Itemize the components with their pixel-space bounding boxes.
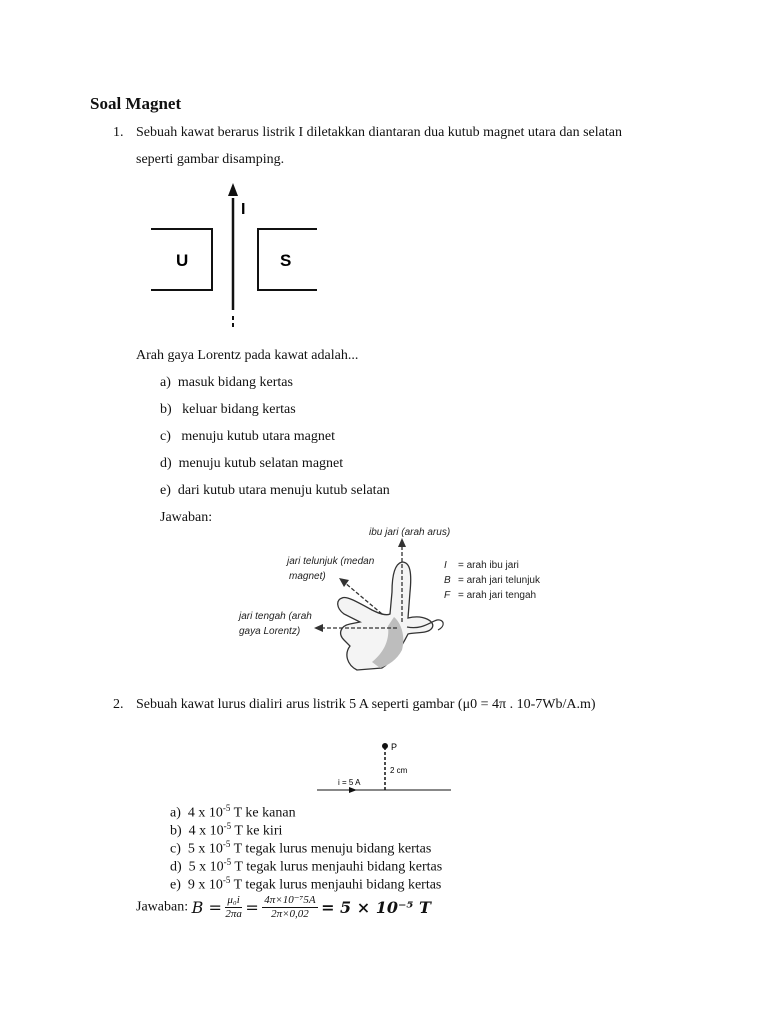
middle-arrow-head xyxy=(314,624,323,632)
formula-equals: = xyxy=(245,898,259,917)
q2-answer-label: Jawaban: xyxy=(136,899,189,915)
legend-text-f: = arah jari tengah xyxy=(458,590,537,601)
formula-fraction-2 xyxy=(262,894,317,921)
legend-text-b: = arah jari telunjuk xyxy=(458,575,540,586)
magnet-poles-figure xyxy=(145,182,335,332)
q1-text-line1: Sebuah kawat berarus listrik I diletakkan diantaran dua kutub magnet utara dan selatan xyxy=(136,125,622,140)
point-label: P xyxy=(391,742,398,752)
q2-answer xyxy=(136,894,431,921)
current-label: i = 5 A xyxy=(338,778,361,787)
q1-option-e: e) dari kutub utara menuju kutub selatan xyxy=(160,483,390,498)
q2-number: 2. xyxy=(113,697,124,712)
index-label-2: magnet) xyxy=(289,571,326,582)
thumb-arrow-head xyxy=(398,538,406,547)
fraction-2-denominator: 2π×0,02 xyxy=(271,908,309,920)
fraction-2-numerator: 4π×10⁻⁷5A xyxy=(264,894,316,906)
q1-question: Arah gaya Lorentz pada kawat adalah... xyxy=(136,348,359,363)
q1-option-c: c) menuju kutub utara magnet xyxy=(160,429,335,444)
q2-option-d: d) 5 x $10^{-5}$ T tegak lurus menjauhi bidang kertas xyxy=(170,857,443,875)
legend-sym-i: I xyxy=(444,560,447,571)
q1-option-a: a) masuk bidang kertas xyxy=(160,375,293,390)
q1-option-b: b) keluar bidang kertas xyxy=(160,402,296,417)
legend-text-i: = arah ibu jari xyxy=(458,560,519,571)
straight-wire-figure xyxy=(315,738,455,796)
formula-lhs: B = xyxy=(191,898,222,917)
current-arrow-head xyxy=(228,183,238,196)
south-pole-label: S xyxy=(280,251,292,270)
q1-option-d: d) menuju kutub selatan magnet xyxy=(160,456,344,471)
legend-sym-f: F xyxy=(444,590,451,601)
q1-answer-label: Jawaban: xyxy=(160,510,213,525)
point-p xyxy=(382,743,388,749)
q2-option-e: e) 9 x $10^{-5}$ T tegak lurus menjauhi bidang kertas xyxy=(170,875,442,893)
middle-label-1: jari tengah (arah xyxy=(239,611,312,622)
current-arrow-head xyxy=(349,787,357,793)
formula-result: = 5 × 10⁻⁵ T xyxy=(321,898,431,917)
q2-option-b: b) 4 x $10^{-5}$ T ke kiri xyxy=(170,821,283,839)
fraction-1-numerator: μ₀i xyxy=(225,894,242,908)
thumb-label: ibu jari (arah arus) xyxy=(369,527,451,538)
q2-option-c: c) 5 x $10^{-5}$ T tegak lurus menuju bidang kertas xyxy=(170,839,432,857)
current-label: I xyxy=(241,201,246,218)
right-hand-rule-figure xyxy=(232,522,562,672)
legend-sym-b: B xyxy=(444,575,451,586)
q2-text: Sebuah kawat lurus dialiri arus listrik 5 A seperti gambar (μ0 = 4π . 10-7Wb/A.m) xyxy=(136,697,596,712)
middle-label-2: gaya Lorentz) xyxy=(239,626,301,637)
fraction-1-denominator: 2πa xyxy=(225,908,242,920)
q2-option-a: a) 4 x $10^{-5}$ T ke kanan xyxy=(170,803,296,821)
north-pole-label: U xyxy=(176,251,189,270)
distance-label: 2 cm xyxy=(390,766,408,775)
index-label-1: jari telunjuk (medan xyxy=(287,556,375,567)
q1-text-line2: seperti gambar disamping. xyxy=(136,152,285,167)
formula-fraction-1 xyxy=(225,894,242,921)
page-title: Soal Magnet xyxy=(90,94,182,113)
q1-number: 1. xyxy=(113,125,124,140)
